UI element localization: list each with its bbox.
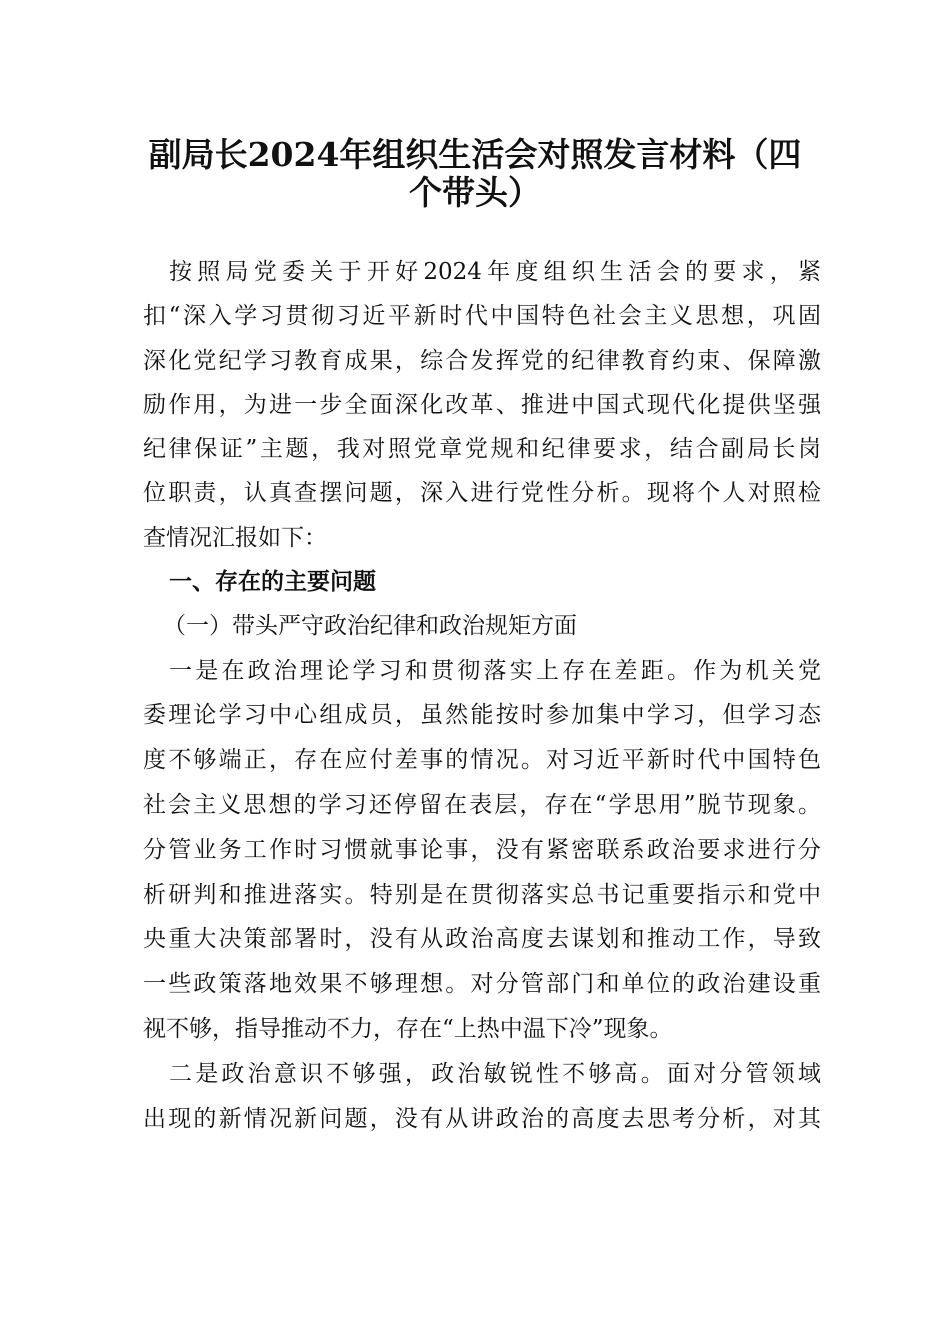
text-line: 析研判和推进落实。特别是在贯彻落实总书记重要指示和党中 <box>143 881 821 908</box>
text-line: 央重大决策部署时，没有从政治高度去谋划和推动工作，导致 <box>143 926 821 953</box>
point-two-paragraph <box>143 1052 821 1142</box>
text-line: 查情况汇报如下： <box>143 524 327 551</box>
text-line: 位职责，认真查摆问题，深入进行党性分析。现将个人对照检 <box>143 480 821 507</box>
text-line: 分管业务工作时习惯就事论事，没有紧密联系政治要求进行分 <box>143 836 821 863</box>
text-line: 扣“深入学习贯彻习近平新时代中国特色社会主义思想，巩固 <box>143 303 821 330</box>
text-line: 度不够端正，存在应付差事的情况。对习近平新时代中国特色 <box>143 747 821 774</box>
document-title <box>100 136 850 212</box>
text-line: 委理论学习中心组成员，虽然能按时参加集中学习，但学习态 <box>143 702 821 729</box>
text-line: 出现的新情况新问题，没有从讲政治的高度去思考分析，对其 <box>143 1105 821 1132</box>
text-line: 二是政治意识不够强，政治敏锐性不够高。面对分管领域 <box>169 1060 821 1087</box>
text-line: 视不够，指导推动不力，存在“上热中温下冷”现象。 <box>143 1016 673 1043</box>
text-line: 纪律保证”主题，我对照党章党规和纪律要求，结合副局长岗 <box>143 436 821 463</box>
text-line: 社会主义思想的学习还停留在表层，存在“学思用”脱节现象。 <box>143 792 821 819</box>
intro-paragraph <box>143 250 821 560</box>
text-line: 一是在政治理论学习和贯彻落实上存在差距。作为机关党 <box>169 657 821 684</box>
title-line: 个带头） <box>409 173 541 212</box>
text-line: 按照局党委关于开好2024年度组织生活会的要求，紧 <box>169 259 821 285</box>
text-line: 励作用，为进一步全面深化改革、推进中国式现代化提供坚强 <box>143 391 821 418</box>
text-line: 一些政策落地效果不够理想。对分管部门和单位的政治建设重 <box>143 971 821 998</box>
section-heading: 一、存在的主要问题 <box>169 569 376 596</box>
subsection-heading: （一）带头严守政治纪律和政治规矩方面 <box>163 613 577 640</box>
title-line: 副局长2024年组织生活会对照发言材料（四 <box>148 135 802 174</box>
document-body <box>143 250 821 1141</box>
text-line: 深化党纪学习教育成果，综合发挥党的纪律教育约束、保障激 <box>143 347 821 374</box>
point-one-paragraph <box>143 649 821 1052</box>
